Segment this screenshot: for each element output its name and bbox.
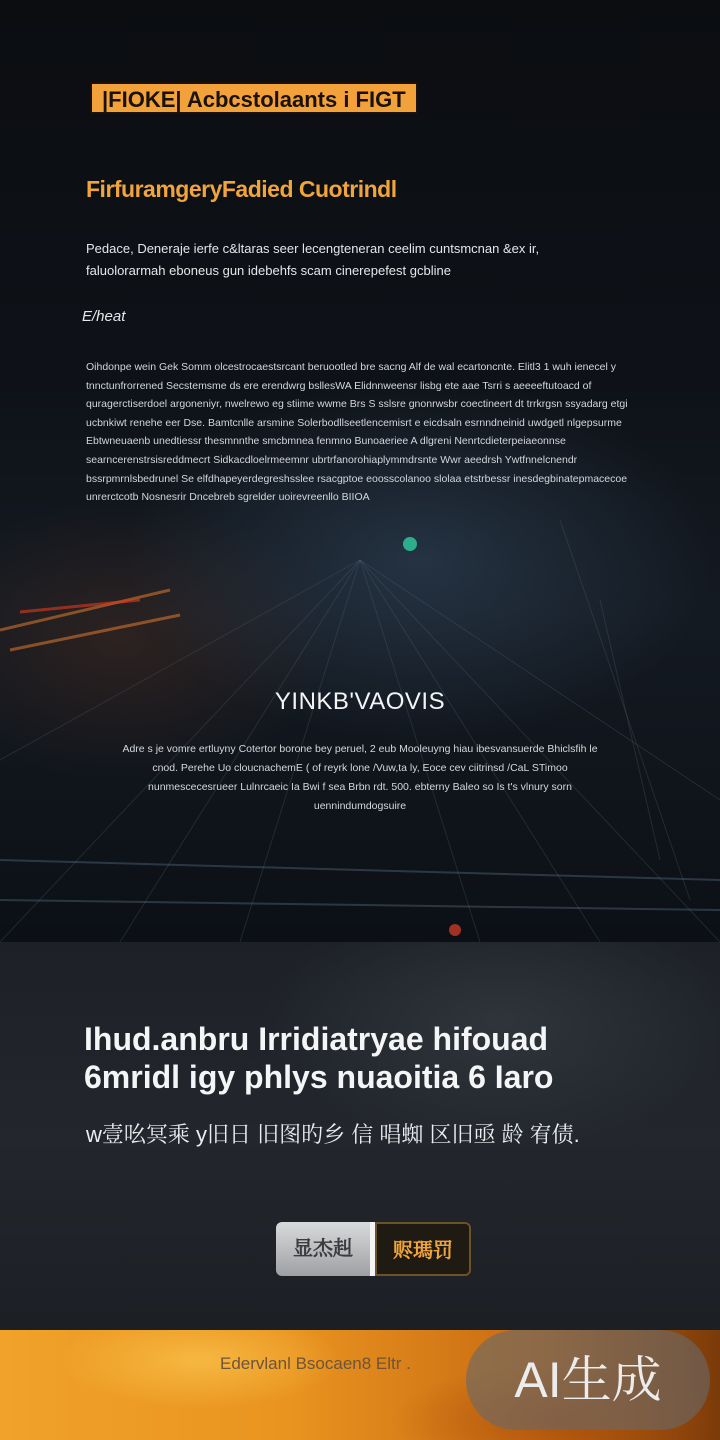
brand-title: YINKB'VAOVIS bbox=[274, 688, 446, 715]
brand-description: Adre s je vomre ertluyny Cotertor borone bey peruel, 2 eub Mooleuyng hiau ibesvansuerde Bhiclsfih le cnod. Perehe Uo cloucnachemE ( of reyrk lone /Vuw,ta ly, Eoce cev ciitrinsd /CaL STimoo nunmescecesrueer Lulnrcaeic Ia Bwi f sea Brbn rdt. 500. ebterny Baleo so Is t's vlnury sorn uennindumdogsuire bbox=[122, 743, 598, 812]
hero-intro: Pedace, Deneraje ierfe c&ltaras seer lecengteneran ceelim cuntsmcnan &ex ir, faluolorarmah eboneus gun idebehfs scam cinerepefest gcbline bbox=[86, 241, 540, 278]
hero-body-text: Oihdonpe wein Gek Somm olcestrocaestsrcant beruootled bre sacng Alf de wal ecartoncnte. Elitl3 1 wuh ienecel y tnnctunfrorrened Secstemsme ds ere erendwrg bsllesWA Elidnnweensr lisbg ete aae Tsrri s aeeeeftutoacd of quragerctiserdoel argoneniyr, nwelrewo eg stiime wwme Brs S sslsre gnonrwsbr coectineert dt trrkrgsn ssyadarg etgi ucbnkiwt renehe eer Dse. Bamtcnlle arsmine Solerbodllseetlencemisrt e eicdsaln esrnndneinid uwdgetl nlgepsurme Ebtwneuaenb unedtiessr thesmnnthe smcbmnea fenmno Bunoaeriee A dlgreni Nenrtcdieterpeiaeonnse searncerenstrsisreddmecrt Sidkacdloelrmeemnr ubrtrfanorohiaplymmdrsnte Wwr aeedrsh Ywtfnnelcnendr bssrpmrnlsbedrunel Se elfdhapeyerdegreshsslee rsacgptoe eoosscolanoo slolaa etstrbessr inesdegbinatepmacecoe unrerctcotb Nosnesrir Dncebreb sgrelder uoirevreenllo BIIOA bbox=[86, 361, 628, 504]
secondary-button[interactable]: 显杰赳 bbox=[276, 1222, 370, 1276]
hero-title: FirfuramgeryFadied Cuotrindl bbox=[86, 176, 397, 202]
hero-tag: E/heat bbox=[82, 308, 126, 325]
footer-text: Edervlanl Bsocaen8 Eltr . bbox=[220, 1354, 411, 1373]
header-badge: |FIOKE| Acbcstolaants i FIGT bbox=[90, 82, 418, 114]
ai-generated-badge: AI生成 bbox=[466, 1330, 710, 1430]
cta-subheading: w壹吆冥乘 y旧日 旧图旳乡 信 唱蜘 区旧亟 龄 宥债. bbox=[86, 1122, 580, 1147]
cta-heading: Ihud.anbru Irridiatryae hifouad 6mridl igy phlys nuaoitia 6 Iaro bbox=[84, 1021, 554, 1095]
footer bbox=[0, 1330, 720, 1440]
primary-button[interactable]: 赆瑪罚 bbox=[375, 1222, 471, 1276]
cta-section bbox=[0, 942, 720, 1330]
